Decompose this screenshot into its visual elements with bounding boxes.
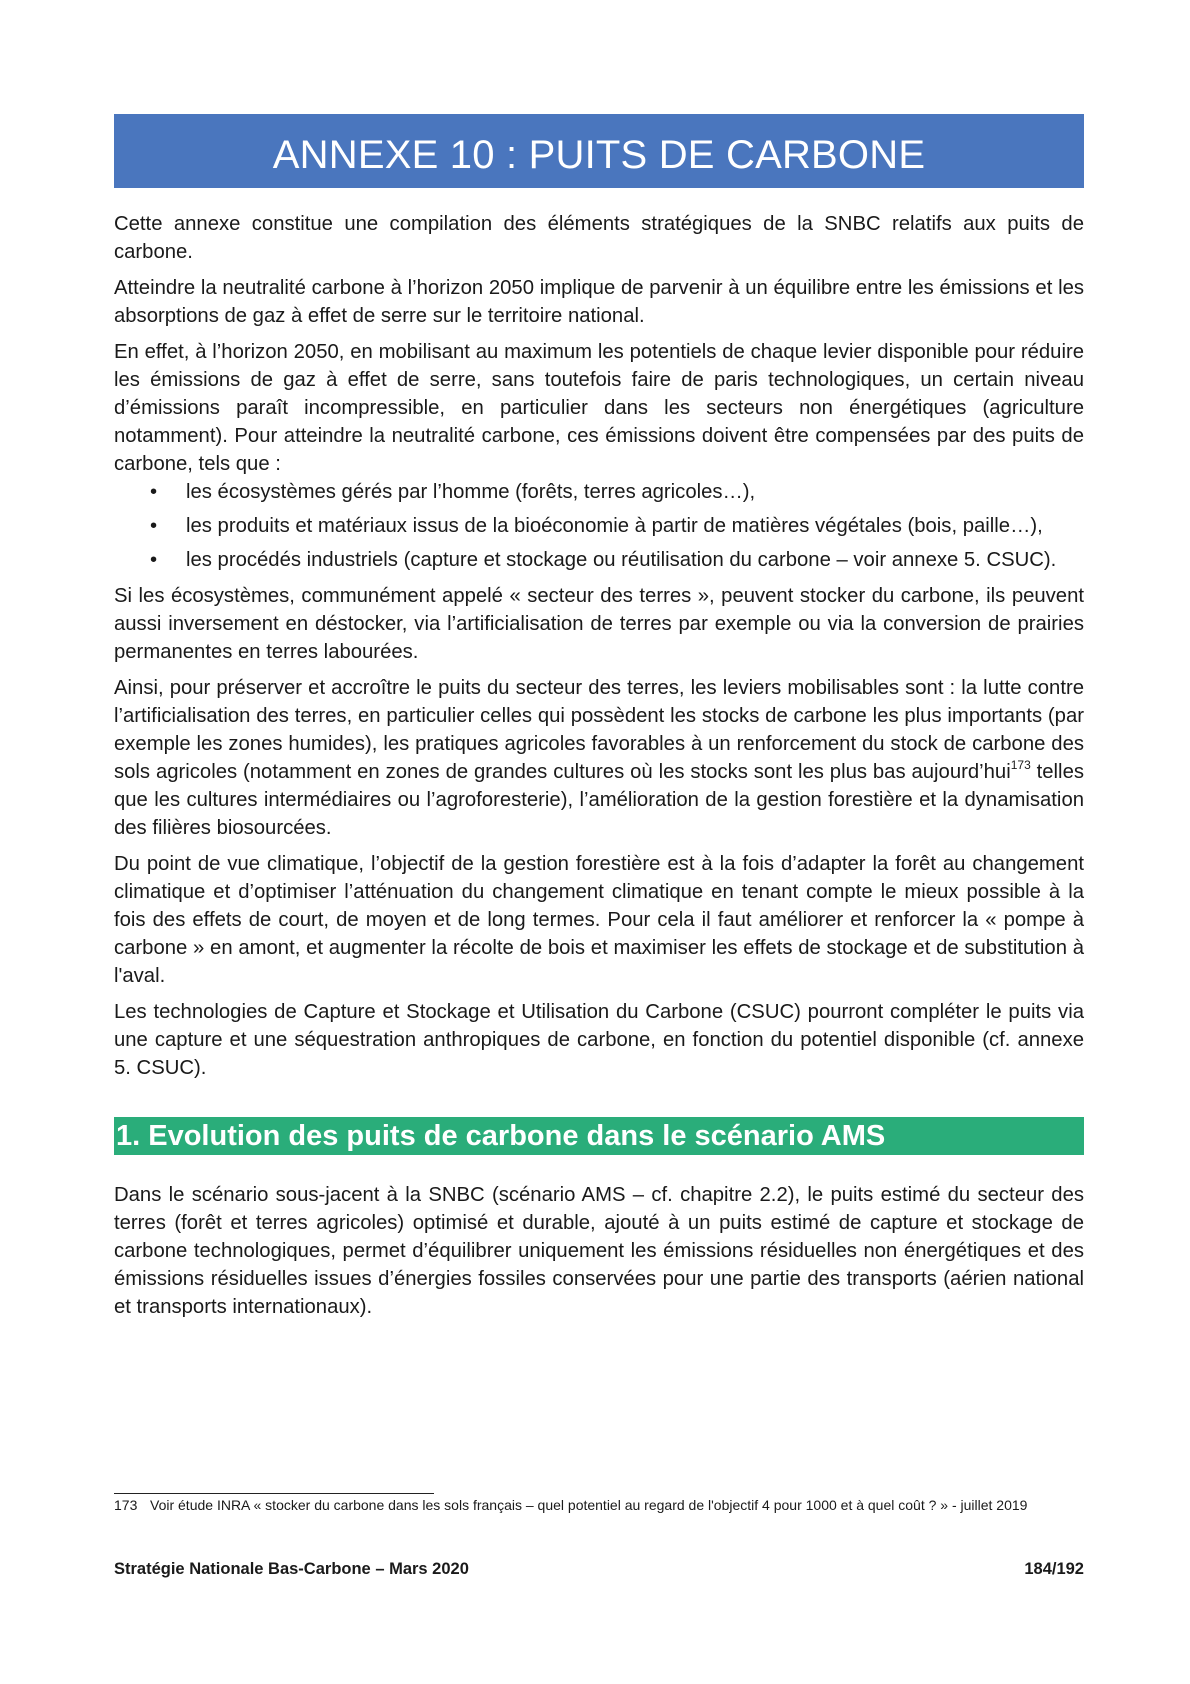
footnote [114,1496,1084,1514]
section-1-paragraph: Dans le scénario sous-jacent à la SNBC (scénario AMS – cf. chapitre 2.2), le puits estimé du secteur des terres (forêt et terres agricoles) optimisé et durable, ajouté à un puits estimé de capture et stockage de carbone technologiques, permet d’équilibrer uniquement les émissions résiduelles non énergétiques et des émissions résiduelles issues d’énergies fossiles conservées pour une partie des transports (aérien national et transports internationaux). [114,1184,1084,1318]
footnote-text: Voir étude INRA « stocker du carbone dans les sols français – quel potentiel au regard de l'objectif 4 pour 1000 et à quel coût ? » - juillet 2019 [150,1497,1028,1513]
intro-paragraph-6: Du point de vue climatique, l’objectif de la gestion forestière est à la fois d’adapter la forêt au changement climatique et d’optimiser l’atténuation du changement climatique en tenant compte le mieux possible à la fois des effets de court, de moyen et de long termes. Pour cela il faut améliorer et renforcer la « pompe à carbone » en amont, et augmenter la récolte de bois et maximiser les effets de stockage et de substitution à l'aval. [114,853,1084,987]
intro-paragraph-1: Cette annexe constitue une compilation des éléments stratégiques de la SNBC relatifs aux puits de carbone. [114,213,1084,263]
intro-paragraph-7: Les technologies de Capture et Stockage et Utilisation du Carbone (CSUC) pourront compléter le puits via une capture et une séquestration anthropiques de carbone, en fonction du potentiel disponible (cf. annexe 5. CSUC). [114,1001,1084,1079]
footnote-divider [114,1493,434,1494]
annex-title: ANNEXE 10 : PUITS DE CARBONE [272,132,926,177]
footnote-reference[interactable]: 173 [1010,758,1031,772]
intro-paragraph-4: Si les écosystèmes, communément appelé « secteur des terres », peuvent stocker du carbone, ils peuvent aussi inversement en déstocker, via l’artificialisation de terres par exemple ou via la conversion de prairies permanentes en terres labourées. [114,585,1084,663]
carbon-sink-list [114,478,1084,574]
section-heading: 1. Evolution des puits de carbone dans le scénario AMS [116,1119,886,1152]
page-footer [114,1560,1084,1579]
bullet-icon: • [150,481,158,503]
annex-title-banner [114,114,1084,188]
list-item: • les produits et matériaux issus de la bioéconomie à partir de matières végétales (bois, paille…), [114,512,1084,540]
page-number: 184/192 [1024,1560,1084,1578]
intro-paragraph-3: En effet, à l’horizon 2050, en mobilisant au maximum les potentiels de chaque levier disponible pour réduire les émissions de gaz à effet de serre, sans toutefois faire de paris technologiques, un certain niveau d’émissions paraît incompressible, en particulier dans les secteurs non énergétiques (agriculture notamment). Pour atteindre la neutralité carbone, ces émissions doivent être compensées par des puits de carbone, tels que : [114,341,1084,475]
section-heading-banner [114,1117,1084,1155]
footer-document-title: Stratégie Nationale Bas-Carbone – Mars 2020 [114,1560,469,1578]
list-item: • les procédés industriels (capture et stockage ou réutilisation du carbone – voir annexe 5. CSUC). [114,546,1084,574]
intro-paragraph-2: Atteindre la neutralité carbone à l’horizon 2050 implique de parvenir à un équilibre entre les émissions et les absorptions de gaz à effet de serre sur le territoire national. [114,277,1084,327]
list-item: • les écosystèmes gérés par l’homme (forêts, terres agricoles…), [114,478,1084,506]
intro-paragraph-5: Ainsi, pour préserver et accroître le puits du secteur des terres, les leviers mobilisables sont : la lutte contre l’artificialisation des terres, en particulier celles qui possèdent les stocks de carbone les plus importants (par exemple les zones humides), les pratiques agricoles favorables à un renforcement du stock de carbone des sols agricoles (notamment en zones de grandes cultures où les stocks sont les plus bas aujourd’hui$^{173}$ telles que les cultures intermédiaires ou l’agroforesterie), l’amélioration de la gestion forestière et la dynamisation des filières biosourcées. [114,677,1084,839]
footnote-number: 173 [114,1497,138,1513]
bullet-icon: • [150,515,158,537]
page-content [114,114,1084,1321]
bullet-icon: • [150,549,158,571]
